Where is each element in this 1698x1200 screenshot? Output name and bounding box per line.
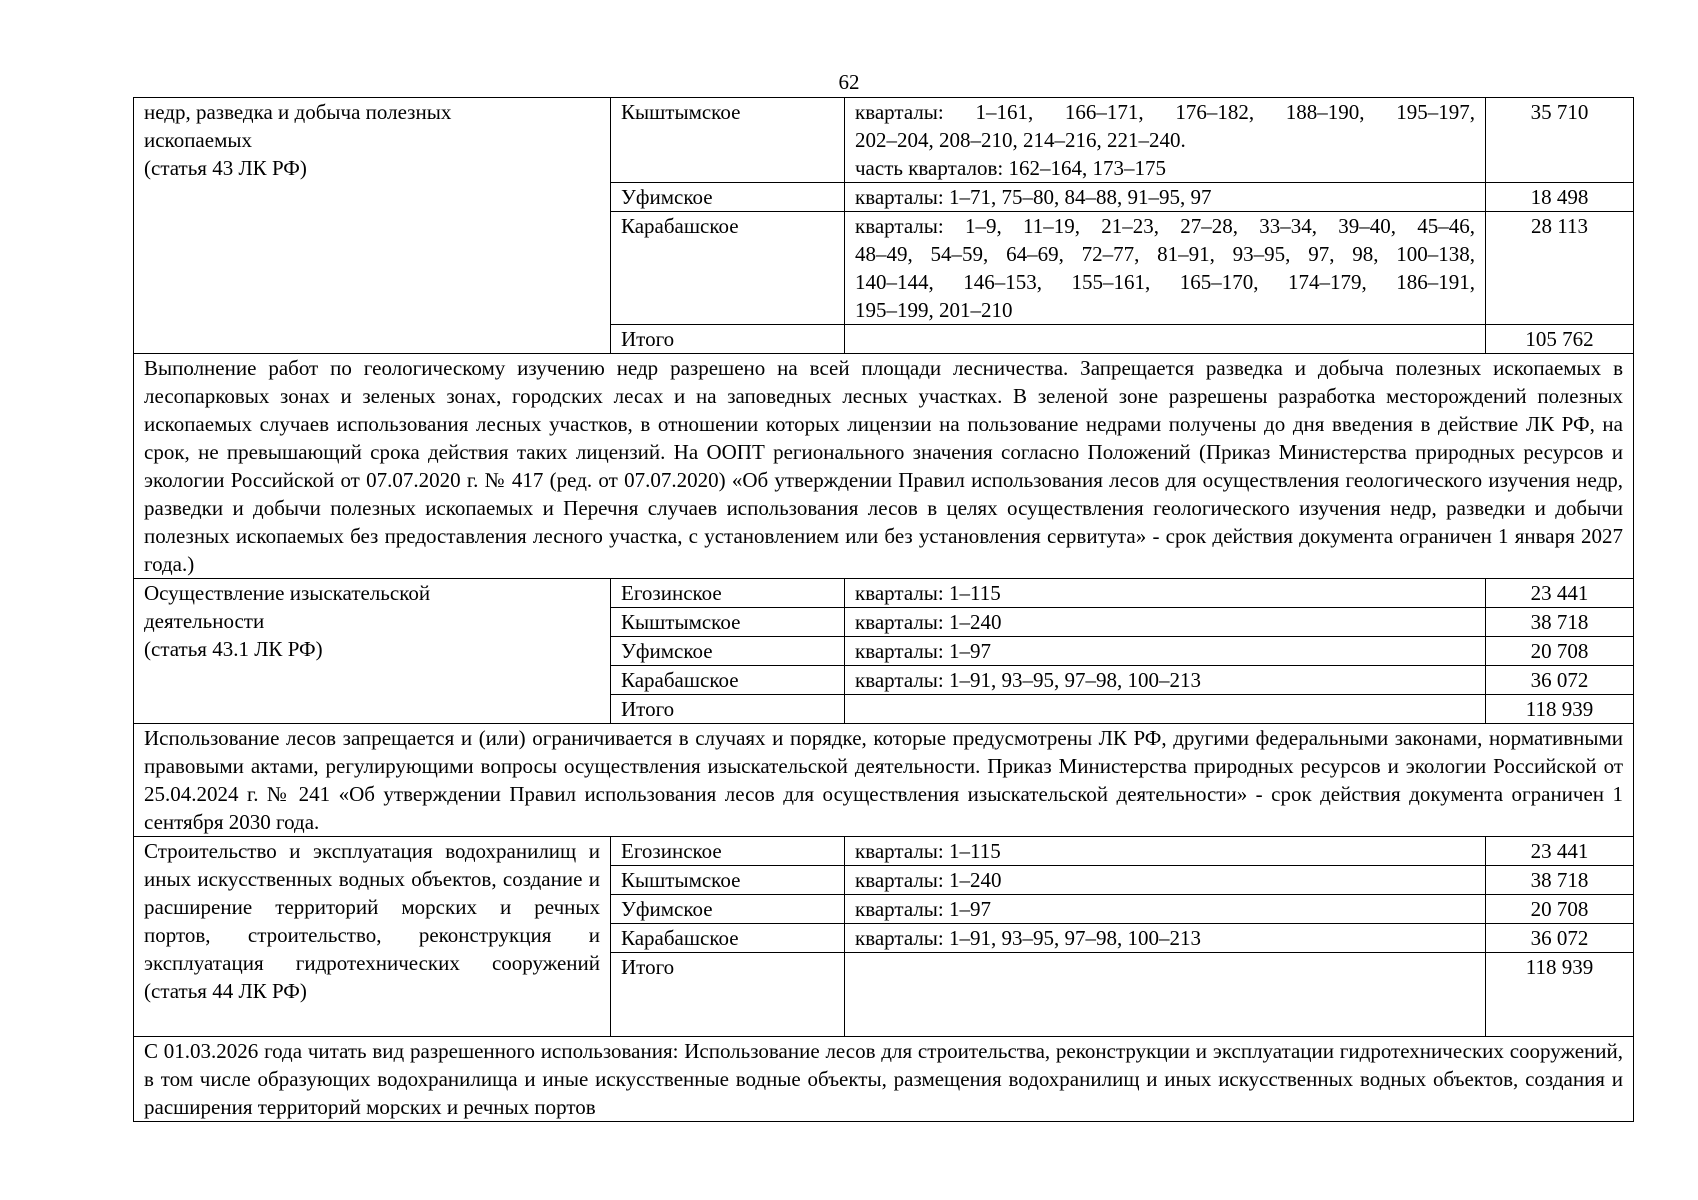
area-cell: 23 441: [1486, 579, 1634, 608]
area-cell: 38 718: [1486, 608, 1634, 637]
total-area: 118 939: [1486, 953, 1634, 1037]
forestry-cell: Кыштымское: [611, 98, 845, 183]
quarters-line: 140–144, 146–153, 155–161, 165–170, 174–179, 186–191,: [855, 270, 1475, 294]
quarters-line: кварталы: 1–71, 75–80, 84–88, 91–95, 97: [855, 185, 1212, 209]
area-cell: 23 441: [1486, 837, 1634, 866]
quarters-line: кварталы: 1–9, 11–19, 21–23, 27–28, 33–34, 39–40, 45–46,: [855, 214, 1475, 238]
forestry-cell: Карабашское: [611, 212, 845, 325]
use-type-line: Осуществление изыскательской: [144, 581, 431, 605]
forestry-cell: Кыштымское: [611, 608, 845, 637]
section-note: Выполнение работ по геологическому изучению недр разрешено на всей площади лесничества. Запрещается разведка и добыча полезных ископаемых в лесопарковых зонах и зеленых зонах, городских лесах и на заповедных лесных участках. В зеленой зоне разрешены разработка месторождений полезных ископаемых случаев использования лесных участков, в отношении которых лицензии на пользование недрами получены до дня введения в действие ЛК РФ, на срок, не превышающий срока действия таких лицензий. На ООПТ регионального значения согласно Положений (Приказ Министерства природных ресурсов и экологии Российской от 07.07.2020 г. № 417 (ред. от 07.07.2020) «Об утверждении Правил использования лесов для осуществления геологического изучения недр, разведки и добычи полезных ископаемых и Перечня случаев использования лесов в целях осуществления геологического изучения недр, разведки и добычи полезных ископаемых без предоставления лесного участка, с установлением или без установления сервитута» - срок действия документа ограничен 1 января 2027 года.): [134, 354, 1634, 579]
forestry-cell: Кыштымское: [611, 866, 845, 895]
total-area: 105 762: [1486, 325, 1634, 354]
quarters-cell: кварталы: 1–240: [845, 608, 1486, 637]
forestry-cell: Егозинское: [611, 837, 845, 866]
table-row: [134, 98, 1634, 183]
use-type-line: ископаемых: [144, 128, 252, 152]
total-label: Итого: [611, 695, 845, 724]
quarters-cell: кварталы: 1–97: [845, 637, 1486, 666]
area-cell: 18 498: [1486, 183, 1634, 212]
note-row: [134, 1037, 1634, 1122]
use-type-line: деятельности: [144, 609, 265, 633]
quarters-line: кварталы: 1–161, 166–171, 176–182, 188–190, 195–197,: [855, 100, 1475, 124]
forestry-cell: Карабашское: [611, 924, 845, 953]
forestry-cell: Уфимское: [611, 637, 845, 666]
area-cell: 20 708: [1486, 637, 1634, 666]
area-cell: 20 708: [1486, 895, 1634, 924]
use-type-line: недр, разведка и добыча полезных: [144, 100, 452, 124]
use-type-line: (статья 43 ЛК РФ): [144, 156, 307, 180]
quarters-cell: кварталы: 1–240: [845, 866, 1486, 895]
quarters-line: часть кварталов: 162–164, 173–175: [855, 156, 1167, 180]
forestry-cell: Карабашское: [611, 666, 845, 695]
quarters-cell: [845, 98, 1486, 183]
note-row: [134, 354, 1634, 579]
section-note: Использование лесов запрещается и (или) ограничивается в случаях и порядке, которые предусмотрены ЛК РФ, другими федеральными законами, нормативными правовыми актами, регулирующими вопросы осуществления изыскательской деятельности. Приказ Министерства природных ресурсов и экологии Российской от 25.04.2024 г. № 241 «Об утверждении Правил использования лесов для осуществления изыскательской деятельности» - срок действия документа ограничен 1 сентября 2030 года.: [134, 724, 1634, 837]
note-row: [134, 724, 1634, 837]
quarters-cell: [845, 212, 1486, 325]
area-cell: 38 718: [1486, 866, 1634, 895]
area-cell: 28 113: [1486, 212, 1634, 325]
page-number: 62: [838, 70, 860, 94]
forestry-cell: Егозинское: [611, 579, 845, 608]
quarters-line: 195–199, 201–210: [855, 298, 1013, 322]
forest-use-table: [133, 97, 1634, 1122]
total-label: Итого: [611, 325, 845, 354]
quarters-cell: кварталы: 1–115: [845, 579, 1486, 608]
use-type-cell: [134, 98, 611, 354]
total-quarters-empty: [845, 325, 1486, 354]
total-area: 118 939: [1486, 695, 1634, 724]
use-type-cell: Строительство и эксплуатация водохранилищ и иных искусственных водных объектов, создание и расширение территорий морских и речных портов, строительство, реконструкция и эксплуатация гидротехнических сооружений (статья 44 ЛК РФ): [134, 837, 611, 1037]
area-cell: 36 072: [1486, 924, 1634, 953]
section-note: С 01.03.2026 года читать вид разрешенного использования: Использование лесов для строительства, реконструкции и эксплуатации гидротехнических сооружений, в том числе образующих водохранилища и иные искусственные водные объекты, размещения водохранилищ и иных искусственных водных объектов, создания и расширения территорий морских и речных портов: [134, 1037, 1634, 1122]
quarters-cell: кварталы: 1–115: [845, 837, 1486, 866]
forestry-cell: Уфимское: [611, 895, 845, 924]
quarters-cell: кварталы: 1–97: [845, 895, 1486, 924]
quarters-line: 202–204, 208–210, 214–216, 221–240.: [855, 128, 1186, 152]
use-type-line: (статья 43.1 ЛК РФ): [144, 637, 323, 661]
table-row: [134, 579, 1634, 608]
quarters-cell: кварталы: 1–91, 93–95, 97–98, 100–213: [845, 666, 1486, 695]
area-cell: 36 072: [1486, 666, 1634, 695]
quarters-cell: кварталы: 1–91, 93–95, 97–98, 100–213: [845, 924, 1486, 953]
total-quarters-empty: [845, 953, 1486, 1037]
table-row: [134, 837, 1634, 866]
use-type-cell: [134, 579, 611, 724]
total-label: Итого: [611, 953, 845, 1037]
quarters-cell: [845, 183, 1486, 212]
quarters-line: 48–49, 54–59, 64–69, 72–77, 81–91, 93–95, 97, 98, 100–138,: [855, 242, 1475, 266]
area-cell: 35 710: [1486, 98, 1634, 183]
total-quarters-empty: [845, 695, 1486, 724]
forestry-cell: Уфимское: [611, 183, 845, 212]
